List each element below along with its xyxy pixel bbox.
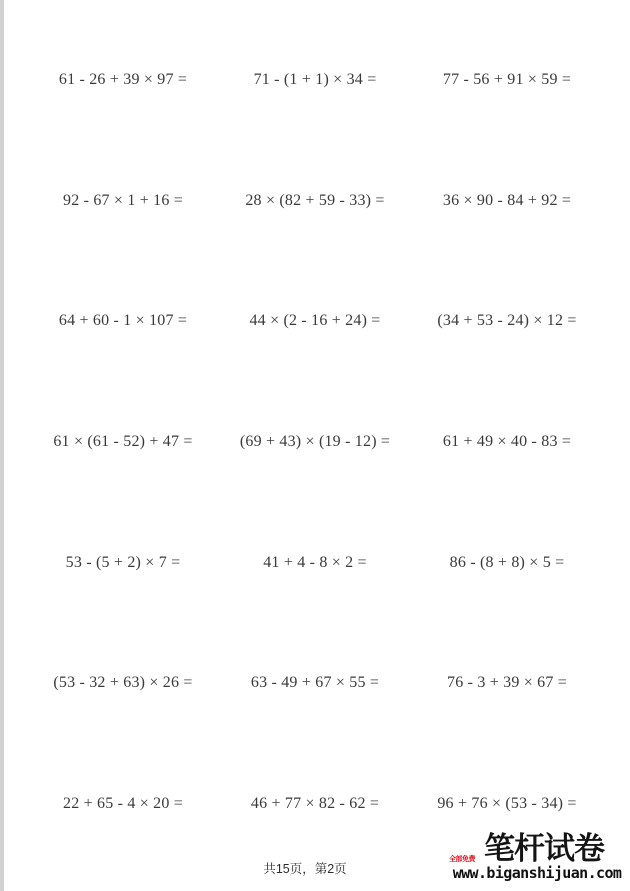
math-problem: 92 - 67 × 1 + 16 = <box>63 191 183 209</box>
math-problem: 61 × (61 - 52) + 47 = <box>53 432 193 450</box>
page-left-edge <box>0 0 4 891</box>
math-problem: 64 + 60 - 1 × 107 = <box>58 312 188 330</box>
math-problem: 28 × (82 + 59 - 33) = <box>245 191 385 209</box>
math-problem: 22 + 65 - 4 × 20 = <box>63 794 183 812</box>
math-problem: 61 - 26 + 39 × 97 = <box>58 71 188 89</box>
watermark-brand: 笔杆试卷 <box>484 830 604 866</box>
math-problem: 96 + 76 × (53 - 34) = <box>437 794 577 812</box>
math-problem: (69 + 43) × (19 - 12) = <box>239 432 391 450</box>
math-problem: 71 - (1 + 1) × 34 = <box>253 71 377 89</box>
watermark-brand-line <box>449 830 625 866</box>
math-problem: 53 - (5 + 2) × 7 = <box>65 553 181 571</box>
math-problem: 76 - 3 + 39 × 67 = <box>447 674 567 692</box>
watermark-url: www.biganshijuan.com <box>452 863 622 882</box>
math-problem: 41 + 4 - 8 × 2 = <box>263 553 367 571</box>
math-problem: 63 - 49 + 67 × 55 = <box>250 674 380 692</box>
math-problem: (53 - 32 + 63) × 26 = <box>53 674 193 692</box>
math-problem: 77 - 56 + 91 × 59 = <box>442 71 572 89</box>
watermark <box>449 830 625 882</box>
watermark-tagline: 全部免费 <box>449 855 475 863</box>
math-problems-grid <box>27 20 603 864</box>
math-problem: 46 + 77 × 82 - 62 = <box>250 794 380 812</box>
math-problem: (34 + 53 - 24) × 12 = <box>437 312 577 330</box>
math-problem: 86 - (8 + 8) × 5 = <box>449 553 565 571</box>
math-problem: 61 + 49 × 40 - 83 = <box>442 432 572 450</box>
math-problem: 44 × (2 - 16 + 24) = <box>249 312 381 330</box>
page-number-footer: 共15页，第2页 <box>263 862 347 876</box>
math-problem: 36 × 90 - 84 + 92 = <box>442 191 572 209</box>
